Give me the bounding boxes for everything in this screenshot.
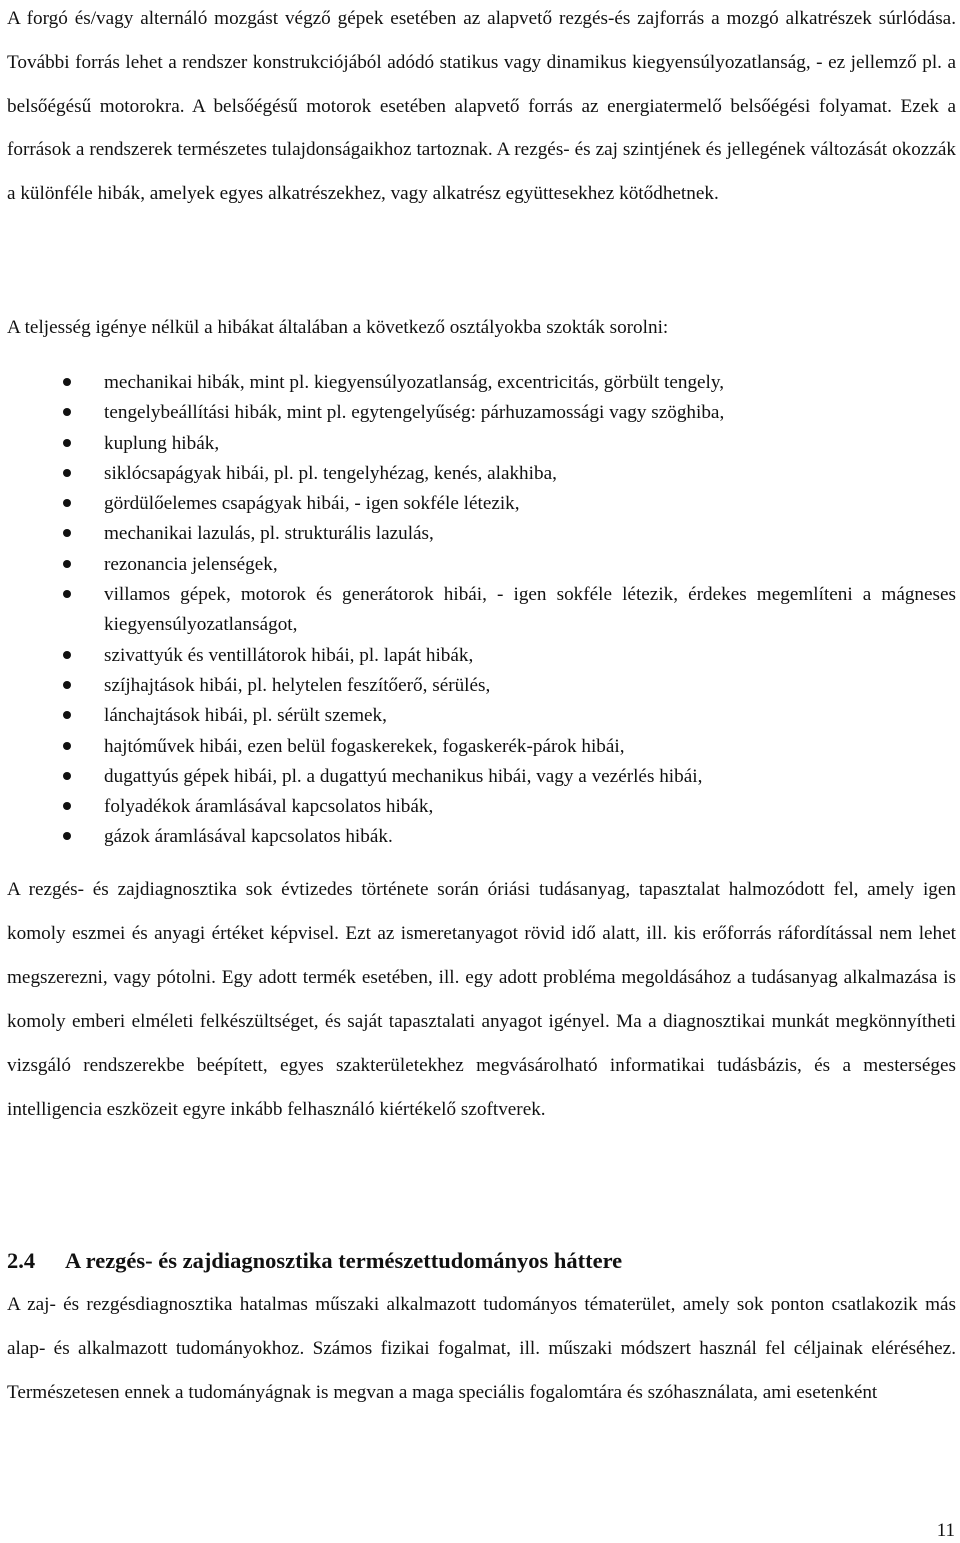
- list-item: [0, 762, 956, 792]
- list-item: [0, 732, 956, 762]
- list-item: [0, 550, 956, 580]
- section-heading: [7, 1244, 622, 1278]
- bullet-icon: [63, 742, 71, 750]
- list-item: [0, 671, 956, 701]
- section-number: 2.4: [7, 1248, 36, 1273]
- list-item: [0, 368, 956, 398]
- list-item-text: rezonancia jelenségek,: [104, 553, 278, 575]
- list-item: [0, 429, 956, 459]
- list-item-text: hajtóművek hibái, ezen belül fogaskerekek, fogaskerék-párok hibái,: [104, 735, 625, 757]
- list-item-text: gázok áramlásával kapcsolatos hibák.: [104, 826, 393, 848]
- paragraph-list-intro: A teljesség igénye nélkül a hibákat általában a következő osztályokba szokták sorolni:: [7, 317, 669, 338]
- list-item-text: mechanikai hibák, mint pl. kiegyensúlyozatlanság, excentricitás, görbült tengely,: [104, 372, 725, 393]
- bullet-icon: [63, 832, 71, 840]
- bullet-icon: [63, 772, 71, 780]
- list-item-text: kuplung hibák,: [104, 432, 220, 454]
- paragraph-section-body: A zaj- és rezgésdiagnosztika hatalmas műszaki alkalmazott tudományos tématerület, amely sok ponton csatlakozik más alap- és alkalmazott tudományokhoz. Számos fizikai fogalmat, ill. műszaki módszert használ fel céljainak eléréséhez. Természetesen ennek a tudományágnak is megvan a maga speciális fogalomtára és szóhasználata, ami esetenként: [7, 1294, 956, 1403]
- bullet-icon: [63, 469, 71, 477]
- bullet-icon: [63, 651, 71, 659]
- fault-class-list: [0, 368, 960, 853]
- bullet-icon: [63, 560, 71, 568]
- list-item-text: siklócsapágyak hibái, pl. pl. tengelyhézag, kenés, alakhiba,: [104, 462, 557, 484]
- list-item-text: villamos gépek, motorok és generátorok hibái, - igen sokféle létezik, érdekes megemlíteni a mágneses kiegyensúlyozatlanságot,: [104, 584, 956, 636]
- page-number: 11: [936, 1520, 955, 1541]
- list-item: [0, 580, 956, 641]
- list-item: [0, 822, 956, 852]
- bullet-icon: [63, 499, 71, 507]
- list-item-text: tengelybeállítási hibák, mint pl. egytengelyűség: párhuzamossági vagy szöghiba,: [104, 402, 725, 424]
- list-item-text: szíjhajtások hibái, pl. helytelen feszítőerő, sérülés,: [104, 674, 491, 696]
- bullet-icon: [63, 681, 71, 689]
- list-item: [0, 792, 956, 822]
- list-item-text: gördülőelemes csapágyak hibái, - igen sokféle létezik,: [104, 493, 520, 515]
- list-item-text: szivattyúk és ventillátorok hibái, pl. lapát hibák,: [104, 644, 474, 666]
- list-item-text: mechanikai lazulás, pl. strukturális lazulás,: [104, 523, 434, 545]
- bullet-icon: [63, 408, 71, 416]
- list-item-text: lánchajtások hibái, pl. sérült szemek,: [104, 705, 387, 727]
- section-title: A rezgés- és zajdiagnosztika természettudományos háttere: [65, 1248, 623, 1273]
- bullet-icon: [63, 590, 71, 598]
- list-item: [0, 519, 956, 549]
- list-item-text: folyadékok áramlásával kapcsolatos hibák,: [104, 796, 434, 818]
- list-item: [0, 398, 956, 428]
- list-item: [0, 641, 956, 671]
- bullet-icon: [63, 802, 71, 810]
- list-item: [0, 489, 956, 519]
- paragraph-intro: A forgó és/vagy alternáló mozgást végző gépek esetében az alapvető rezgés-és zajforrás a mozgó alkatrészek súrlódása. További forrás lehet a rendszer konstrukciójából adódó statikus vagy dinamikus kiegyensúlyozatlanság, - ez jellemző pl. a belsőégésű motorokra. A belsőégésű motorok esetében alapvető forrás az energiatermelő belsőégési folyamat. Ezek a források a rendszerek természetes tulajdonságaikhoz tartoznak. A rezgés- és zaj szintjének és jellegének változását okozzák a különféle hibák, amelyek egyes alkatrészekhez, vagy alkatrész együttesekhez kötődhetnek.: [7, 8, 956, 205]
- bullet-icon: [63, 711, 71, 719]
- list-item: [0, 701, 956, 731]
- bullet-icon: [63, 439, 71, 447]
- bullet-icon: [63, 378, 71, 386]
- paragraph-diagnostics: A rezgés- és zajdiagnosztika sok évtizedes története során óriási tudásanyag, tapasztalat halmozódott fel, amely igen komoly eszmei és anyagi értéket képvisel. Ezt az ismeretanyagot rövid idő alatt, ill. kis erőforrás ráfordítással nem lehet megszerezni, vagy pótolni. Egy adott termék esetében, ill. egy adott probléma megoldásához a tudásanyag alkalmazása is komoly emberi elméleti felkészültséget, és saját tapasztalati anyagot igényel. Ma a diagnosztikai munkát megkönnyítheti vizsgáló rendszerekbe beépített, egyes szakterületekhez megvásárolható informatikai tudásbázis, és a mesterséges intelligencia eszközeit egyre inkább felhasználó kiértékelő szoftverek.: [7, 879, 956, 1120]
- list-item-text: dugattyús gépek hibái, pl. a dugattyú mechanikus hibái, vagy a vezérlés hibái,: [104, 765, 703, 787]
- bullet-icon: [63, 529, 71, 537]
- list-item: [0, 459, 956, 489]
